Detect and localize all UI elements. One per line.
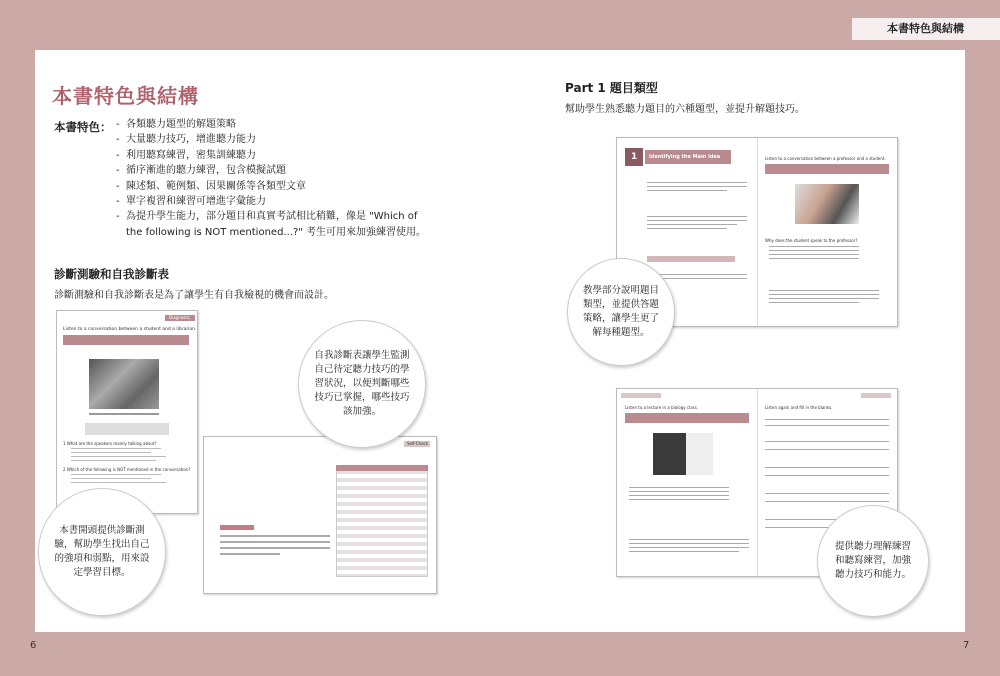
feature-item: - 各類聽力題型的解題策略 <box>116 117 436 132</box>
section-body: 診斷測驗和自我診斷表是為了讓學生有自我檢視的機會而設計。 <box>54 290 334 301</box>
instruction-callout: 教學部分說明題目類型，並提供答題策略，讓學生更了解每種題型。 <box>567 258 675 366</box>
feature-item: - 利用聽寫練習，密集訓練聽力 <box>116 148 436 163</box>
dictation-spread-thumbnail: Listen to a lecture in a biology class. Listen again and fill in the blanks. <box>616 388 898 577</box>
diagnostic-callout: 本書開頭提供診斷測驗，幫助學生找出自己的強項和弱點，用來設定學習目標。 <box>38 488 166 616</box>
part1-title: Part 1 題目類型 <box>565 81 658 95</box>
feature-item: - 大量聽力技巧，增進聽力能力 <box>116 132 436 147</box>
unit-spread-thumbnail: 1 Identifying the Main Idea Listen to a conversation between a professor and a student. Why does the student speak to the professor? <box>616 137 898 327</box>
page-number-right: 7 <box>963 640 970 651</box>
feature-item: - 為提升學生能力，部分題目和真實考試相比稍難，像是 "Which of the following is NOT mentioned...?" 考生可用來加強練習使用。 <box>116 209 436 240</box>
section-title: 診斷測驗和自我診斷表 <box>54 267 169 281</box>
page-title: 本書特色與結構 <box>52 84 199 108</box>
features-label: 本書特色： <box>54 120 112 134</box>
practice-callout: 提供聽力理解練習和聽寫練習，加強聽力技巧和能力。 <box>817 505 929 617</box>
page-number-left: 6 <box>30 640 37 651</box>
feature-item: - 陳述類、範例類、因果關係等各類型文章 <box>116 179 436 194</box>
feature-item: - 單字複習和練習可增進字彙能力 <box>116 194 436 209</box>
part1-body: 幫助學生熟悉聽力題目的六種題型，並提升解題技巧。 <box>565 104 805 115</box>
self-check-table-thumbnail: Self-Check <box>203 436 437 594</box>
diagnostic-test-thumbnail: Diagnostic Listen to a conversation between a student and a librarian. 1 What are the speakers mainly talking about? 2 Which of the following is NOT mentioned in the conversation? <box>56 310 198 514</box>
feature-item: - 循序漸進的聽力練習，包含模擬試題 <box>116 163 436 178</box>
self-check-callout: 自我診斷表讓學生監測自己待定聽力技巧的學習狀況，以便判斷哪些技巧已掌握，哪些技巧該加強。 <box>298 320 426 448</box>
header-tab: 本書特色與結構 <box>852 18 1000 40</box>
features-list <box>116 117 436 240</box>
